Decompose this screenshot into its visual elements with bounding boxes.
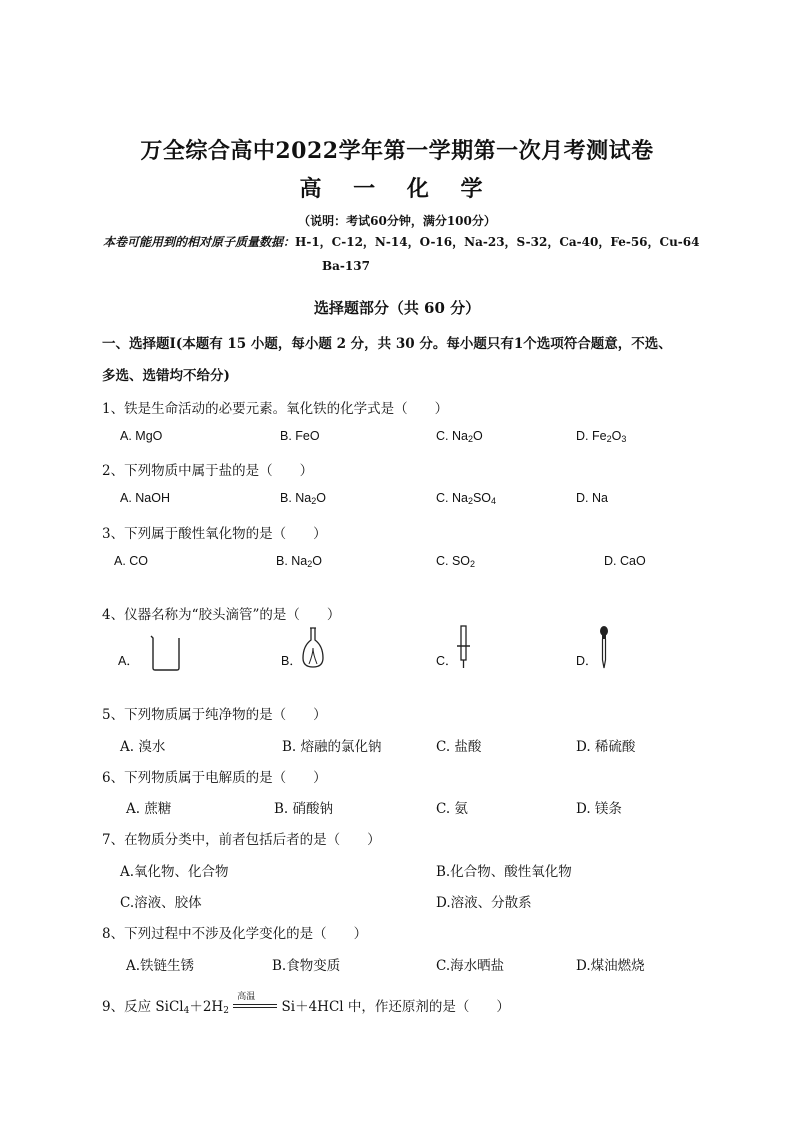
question-7-stem: 7、在物质分类中，前者包括后者的是（ ） [102,832,381,848]
q2-option-b[interactable]: B. $Na_2O$ [280,491,327,506]
q1-option-b[interactable]: B. FeO [280,429,320,443]
question-6-stem: 6、下列物质属于电解质的是（ ） [102,770,327,786]
q7-option-b[interactable]: B.化合物、酸性氧化物 [436,864,572,880]
atomic-mass-values-2: Ba-137 [322,259,370,273]
q6-option-a[interactable]: A. 蔗糖 [126,801,172,817]
q5-option-b[interactable]: B. 熔融的氯化钠 [282,739,382,755]
q6-option-c[interactable]: C. 氨 [436,801,468,817]
q5-option-c[interactable]: C. 盐酸 [436,739,482,755]
subject-title: 高 一 化 学 [299,176,495,202]
q4-option-b[interactable]: B． [281,654,302,668]
flask-icon [300,626,326,670]
question-3-stem: 3、下列属于酸性氧化物的是（ ） [102,526,327,542]
q8-option-a[interactable]: A.铁链生锈 [126,958,195,974]
beaker-icon [148,634,184,672]
q3-option-c[interactable]: C. $SO_2$ [436,554,476,569]
q8-option-d[interactable]: D.煤油燃烧 [576,958,645,974]
section-instructions-1: 一、选择题Ⅰ(本题有 15 小题，每小题 2 分，共 30 分。每小题只有1个选项符合题意，不选、 [102,336,672,352]
q2-option-a[interactable]: A. NaOH [120,491,171,505]
atomic-mass-line [103,233,699,250]
question-9-stem: 9、反应 $SiCl_4+2H_2$ 高温 Si＋4HCl 中，作还原剂的是（ ） [102,995,510,1016]
burette-icon [454,624,474,670]
atomic-mass-prefix: 本卷可能用到的相对原子质量数据： [103,235,296,249]
q7-option-d[interactable]: D.溶液、分散系 [436,895,532,911]
exam-note: （说明：考试60分钟，满分100分） [298,214,496,228]
q8-option-b[interactable]: B.食物变质 [272,958,341,974]
q4-option-a[interactable]: A． [118,654,139,668]
atomic-mass-values: H-1，C-12，N-14，O-16，Na-23，S-32，Ca-40，Fe-56，Cu-64 [295,235,700,249]
q5-option-a[interactable]: A. 溴水 [120,739,166,755]
reaction-condition: 高温 [237,991,256,1002]
q7-option-a[interactable]: A.氧化物、化合物 [120,864,229,880]
q5-option-d[interactable]: D. 稀硫酸 [576,739,636,755]
section-instructions-2: 多选、选错均不给分) [102,368,230,384]
q6-option-d[interactable]: D. 镁条 [576,801,622,817]
dropper-icon [596,624,612,670]
question-2-stem: 2、下列物质中属于盐的是（ ） [102,463,314,479]
question-5-stem: 5、下列物质属于纯净物的是（ ） [102,707,327,723]
q4-option-c[interactable]: C． [436,654,458,668]
q1-option-d[interactable]: D. $Fe_2O_3$ [576,429,627,444]
question-4-stem: 4、仪器名称为“胶头滴管”的是（ ） [102,607,341,623]
q7-option-c[interactable]: C.溶液、胶体 [120,895,202,911]
reaction-arrow [233,991,277,1015]
q2-option-c[interactable]: C. $Na_2SO_4$ [436,491,497,506]
question-8-stem: 8、下列过程中不涉及化学变化的是（ ） [102,926,368,942]
q8-option-c[interactable]: C.海水晒盐 [436,958,505,974]
q6-option-b[interactable]: B. 硝酸钠 [274,801,334,817]
q3-option-a[interactable]: A. CO [114,554,149,568]
q1-option-a[interactable]: A. MgO [120,429,163,443]
q1-option-c[interactable]: C. $Na_2O$ [436,429,483,444]
exam-title: 万全综合高中2022学年第一学期第一次月考测试卷 [140,138,654,164]
q4-option-d[interactable]: D． [576,654,598,668]
q3-option-b[interactable]: B. $Na_2O$ [276,554,323,569]
question-1-stem: 1、铁是生命活动的必要元素。氧化铁的化学式是（ ） [102,401,449,417]
q3-option-d[interactable]: D. CaO [604,554,646,568]
q2-option-d[interactable]: D. Na [576,491,608,505]
section-title: 选择题部分（共 60 分） [313,299,481,317]
